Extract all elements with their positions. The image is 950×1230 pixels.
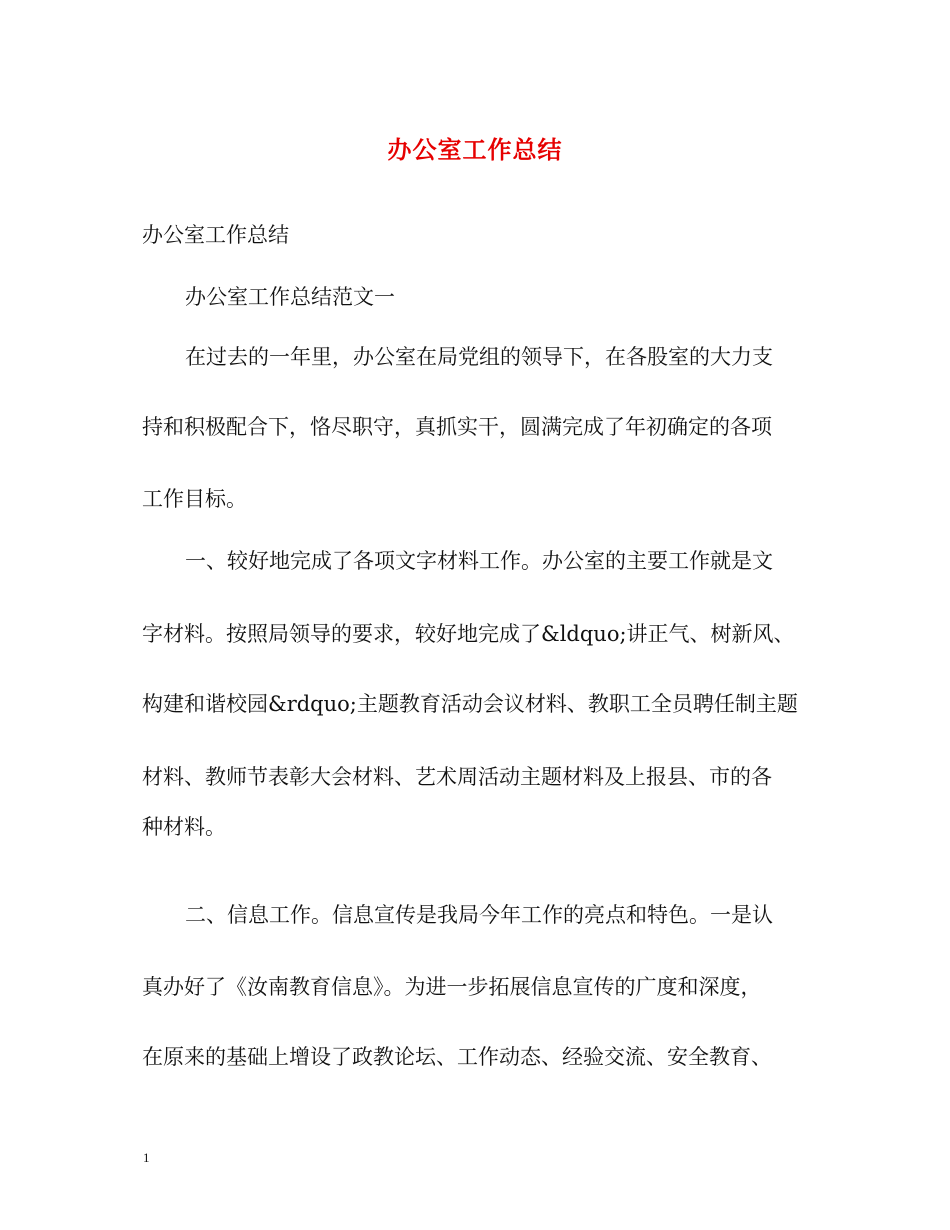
text-line: 持和积极配合下，恪尽职守，真抓实干，圆满完成了年初确定的各项 (142, 415, 772, 439)
text-line: 一、较好地完成了各项文字材料工作。办公室的主要工作就是文 (185, 549, 773, 573)
text-line: 在过去的一年里，办公室在局党组的领导下，在各股室的大力支 (185, 345, 773, 369)
document-subtitle: 办公室工作总结 (142, 223, 289, 247)
page-number: 1 (143, 1150, 150, 1165)
text-line: 材料、教师节表彰大会材料、艺术周活动主题材料及上报县、市的各 (142, 765, 772, 789)
section-heading: 办公室工作总结范文一 (185, 285, 395, 309)
text-line: 种材料。 (142, 815, 226, 839)
document-title: 办公室工作总结 (387, 135, 563, 164)
text-line: 工作目标。 (142, 487, 247, 511)
text-line: 二、信息工作。信息宣传是我局今年工作的亮点和特色。一是认 (185, 903, 773, 927)
text-line: 真办好了《汝南教育信息》。为进一步拓展信息宣传的广度和深度， (142, 975, 762, 999)
text-line: 字材料。按照局领导的要求，较好地完成了&ldquo;讲正气、树新风、 (142, 622, 795, 646)
text-line: 构建和谐校园&rdquo;主题教育活动会议材料、教职工全员聘任制主题 (142, 692, 798, 716)
text-line: 在原来的基础上增设了政教论坛、工作动态、经验交流、安全教育、 (142, 1045, 772, 1069)
